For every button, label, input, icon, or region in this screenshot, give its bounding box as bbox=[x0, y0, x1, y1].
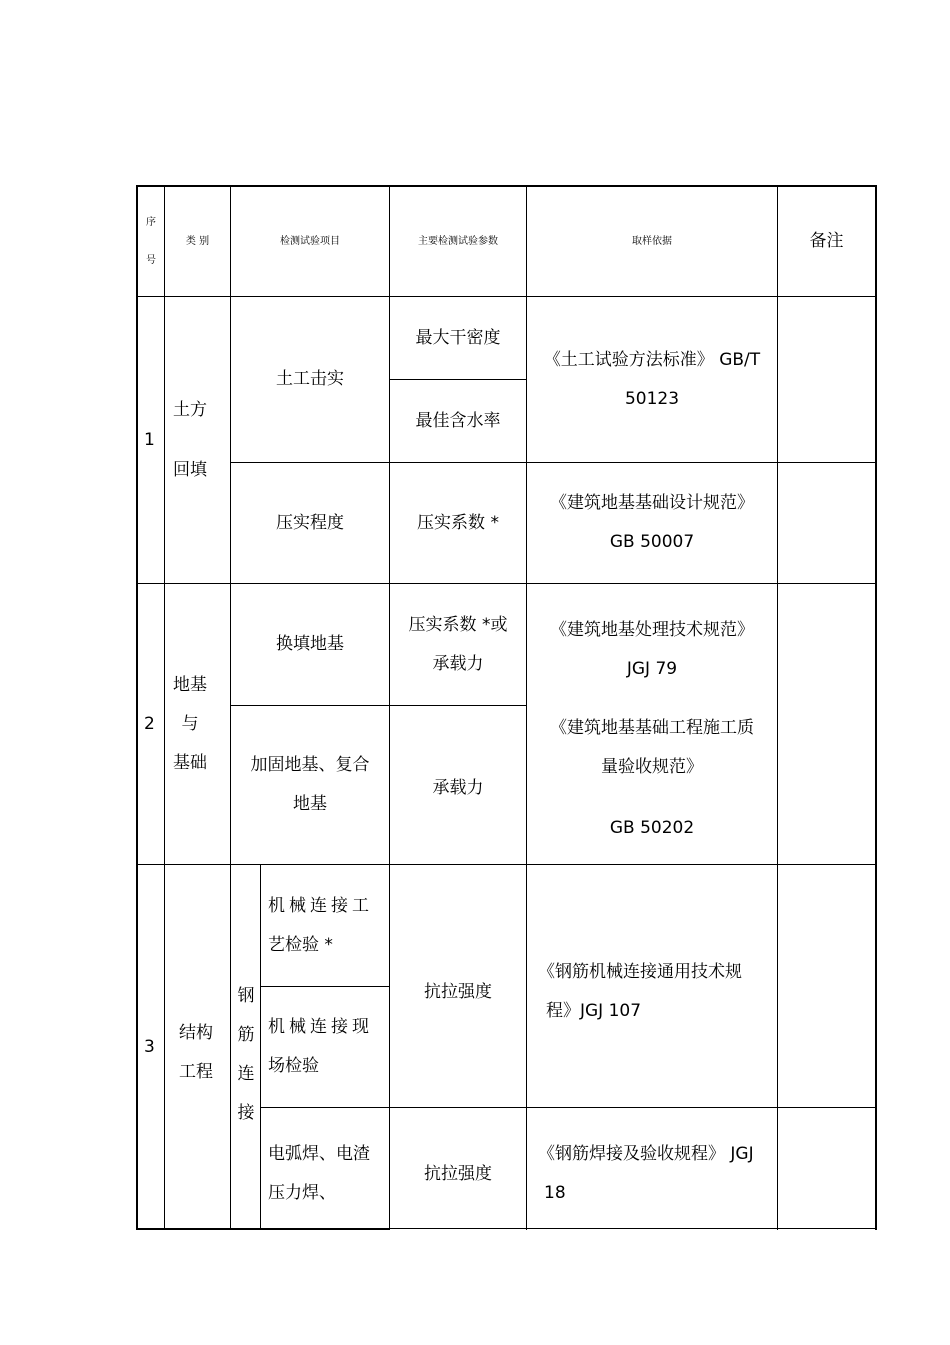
row-2-item-1: 换填地基 bbox=[276, 634, 344, 654]
row-1-item-1: 土工击实 bbox=[276, 369, 344, 389]
row-1-basis-2: 《建筑地基基础设计规范》 GB 50007 bbox=[550, 493, 754, 552]
header-basis: 取样依据 bbox=[632, 235, 672, 247]
row-2-param-2: 承载力 bbox=[432, 777, 484, 798]
header-remark: 备注 bbox=[809, 231, 844, 251]
row-3-item-1: 机械连接工 艺检验 * bbox=[268, 895, 373, 955]
row-3-no: 3 bbox=[144, 1036, 155, 1057]
row-2-no: 2 bbox=[144, 713, 155, 734]
row-3-subcategory: 钢 筋 连 接 bbox=[237, 986, 255, 1123]
row-2-basis: 《建筑地基处理技术规范》 JGJ 79 《建筑地基基础工程施工质 量验收规范》 GB 50202 bbox=[550, 620, 754, 838]
header-category: 类 别 bbox=[185, 235, 210, 247]
row-1-no: 1 bbox=[144, 429, 155, 450]
header-params: 主要检测试验参数 bbox=[418, 235, 498, 247]
row-1-basis-1: 《土工试验方法标准》 GB/T 50123 bbox=[543, 349, 761, 409]
row-3-basis-1: 《钢筋机械连接通用技术规 程》JGJ 107 bbox=[538, 962, 742, 1021]
row-2-category: 地基 与 基础 bbox=[173, 674, 207, 773]
row-3-param-1: 抗拉强度 bbox=[424, 981, 492, 1002]
row-1-item-2: 压实程度 bbox=[276, 512, 344, 533]
row-3-category: 结构 工程 bbox=[179, 1023, 213, 1082]
row-3-item-3: 电弧焊、电渣 压力焊、 bbox=[268, 1144, 370, 1203]
row-1-param-3: 压实系数 * bbox=[417, 512, 499, 533]
row-3-basis-2: 《钢筋焊接及验收规程》 JGJ 18 bbox=[538, 1144, 754, 1203]
row-1-category: 土方 回填 bbox=[173, 399, 207, 480]
row-1-param-1: 最大干密度 bbox=[415, 327, 501, 348]
row-3-item-2: 机械连接现 场检验 bbox=[268, 1017, 373, 1076]
row-1-param-2: 最佳含水率 bbox=[415, 410, 501, 431]
row-2-item-2: 加固地基、复合 地基 bbox=[250, 755, 370, 814]
row-2-param-1: 压实系数 *或 承载力 bbox=[408, 614, 508, 674]
header-item: 检测试验项目 bbox=[280, 235, 340, 247]
row-3-param-2: 抗拉强度 bbox=[424, 1163, 492, 1184]
header-no: 序号 bbox=[146, 216, 156, 266]
